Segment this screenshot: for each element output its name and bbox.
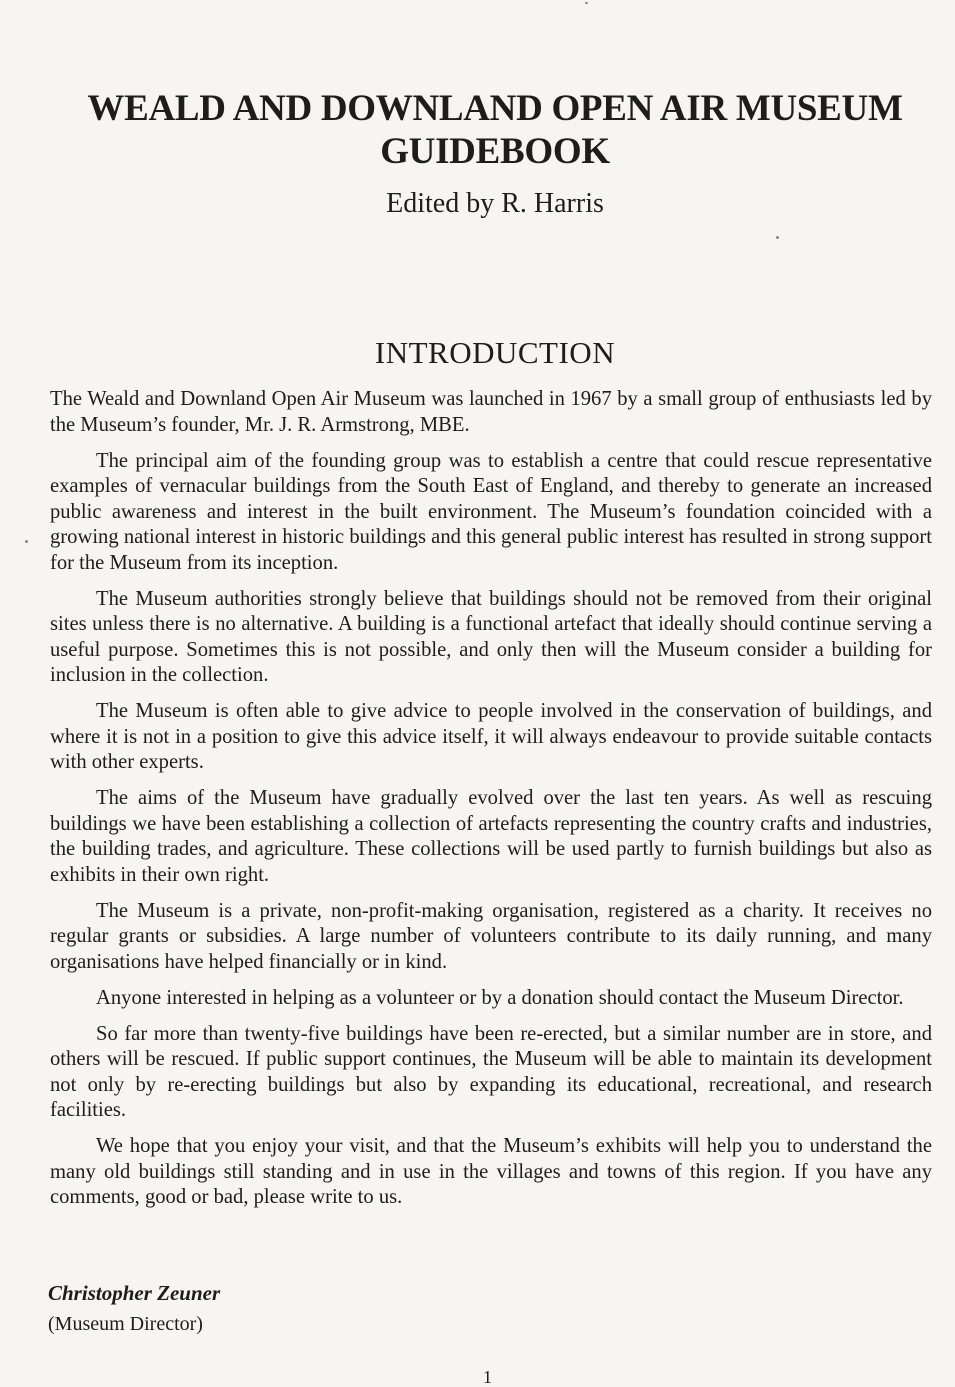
introduction-body xyxy=(50,387,932,1221)
paragraph: The Weald and Downland Open Air Museum was launched in 1967 by a small group of enthusiasts led by the Museum’s founder, Mr. J. R. Armstrong, MBE. xyxy=(50,388,932,436)
paragraph: The Museum is a private, non-profit-making organisation, registered as a charity. It receives no regular grants or subsidies. A large number of volunteers contribute to its daily running, and many organisations have helped financially or in kind. xyxy=(50,899,932,973)
paragraph: The principal aim of the founding group was to establish a centre that could rescue representative examples of vernacular buildings from the South East of England, and thereby to generate an increased public awareness and interest in the built environment. The Museum’s foundation coincided with a growing national interest in historic buildings and this general public interest has resulted in strong support for the Museum from its inception. xyxy=(50,449,932,574)
paragraph: So far more than twenty-five buildings have been re-erected, but a similar number are in store, and others will be rescued. If public support continues, the Museum will be able to maintain its development not only by re-erecting buildings but also by expanding its educational, recreational, and research facilities. xyxy=(50,1022,932,1121)
paragraph: We hope that you enjoy your visit, and that the Museum’s exhibits will help you to understand the many old buildings still standing and in use in the villages and towns of this region. If you have any comments, good or bad, please write to us. xyxy=(50,1135,932,1208)
signature-name: Christopher Zeuner xyxy=(48,1281,221,1305)
document-title-line-1: WEALD AND DOWNLAND OPEN AIR MUSEUM xyxy=(87,88,903,129)
paragraph: The aims of the Museum have gradually evolved over the last ten years. As well as rescuing buildings we have been establishing a collection of artefacts representing the country crafts and industries, the building trades, and agriculture. These collections will be used partly to furnish buildings but also as exhibits in their own right. xyxy=(50,787,932,886)
page-number: 1 xyxy=(483,1367,492,1387)
paragraph: Anyone interested in helping as a volunteer or by a donation should contact the Museum Director. xyxy=(96,986,904,1009)
paragraph: The Museum is often able to give advice to people involved in the conservation of buildings, and where it is not in a position to give this advice itself, it will always endeavour to provide suitable contacts with other experts. xyxy=(50,700,932,773)
editor-credit: Edited by R. Harris xyxy=(386,188,604,219)
document-title-line-2: GUIDEBOOK xyxy=(380,131,610,172)
section-heading: INTRODUCTION xyxy=(374,335,616,370)
paper-speck xyxy=(585,2,588,4)
signature-role: (Museum Director) xyxy=(48,1313,203,1335)
paragraph: The Museum authorities strongly believe that buildings should not be removed from their original sites unless there is no alternative. A building is a functional artefact that ideally should continue serving a useful purpose. Sometimes this is not possible, and only then will the Museum consider a building for inclusion in the collection. xyxy=(50,587,932,686)
paper-speck xyxy=(25,540,28,543)
paper-speck xyxy=(776,236,779,239)
